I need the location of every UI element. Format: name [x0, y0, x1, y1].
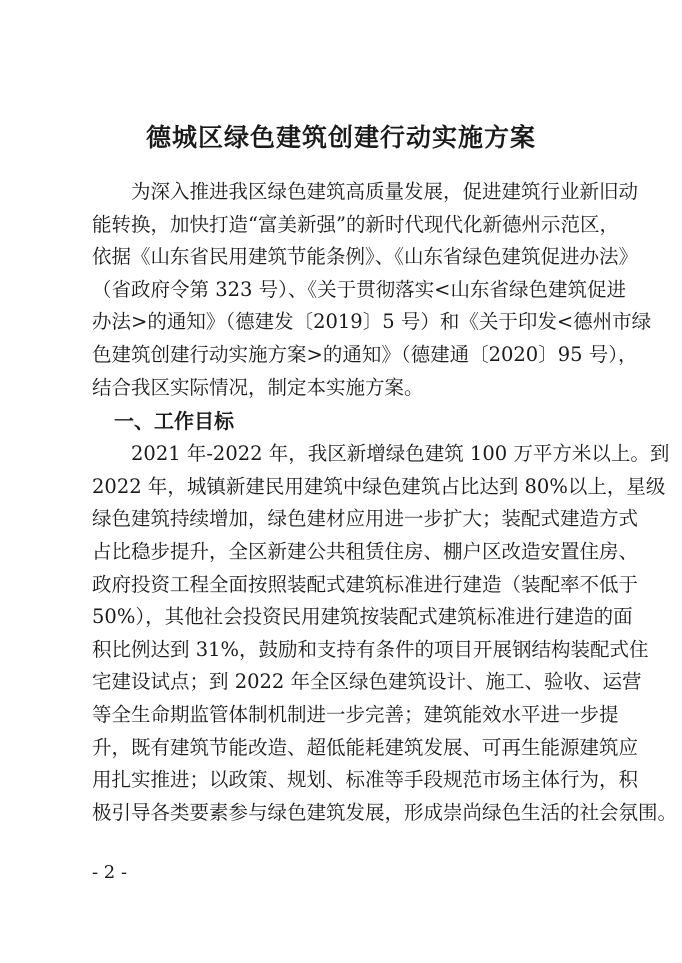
text-line: 2021 年-2022 年，我区新增绿色建筑 100 万平方米以上。到 [131, 442, 670, 466]
text-line: 50%），其他社会投资民用建筑按装配式建筑标准进行建造的面 [92, 605, 633, 629]
text-line: 宅建设试点；到 2022 年全区绿色建筑设计、施工、验收、运营 [92, 670, 642, 694]
text-line: （省政府令第 323 号）、《关于贯彻落实<山东省绿色建筑促进 [92, 277, 626, 301]
text-line: 政府投资工程全面按照装配式建筑标准进行建造（装配率不低于 [92, 572, 639, 596]
text-line: 2022 年，城镇新建民用建筑中绿色建筑占比达到 80%以上，星级 [92, 474, 666, 498]
text-line: 办法>的通知》（德建发〔2019〕5 号）和《关于印发<德州市绿 [92, 310, 652, 334]
text-line: 结合我区实际情况，制定本实施方案。 [92, 375, 424, 399]
text-line: 等全生命期监管体制机制进一步完善；建筑能效水平进一步提 [92, 702, 619, 726]
text-line: 能转换，加快打造“富美新强”的新时代现代化新德州示范区， [92, 212, 619, 236]
text-line: 用扎实推进；以政策、规划、标准等手段规范市场主体行为，积 [92, 768, 639, 792]
text-line: 积比例达到 31%，鼓励和支持有条件的项目开展钢结构装配式住 [92, 637, 649, 661]
text-line: 极引导各类要素参与绿色建筑发展，形成崇尚绿色生活的社会氛围。 [92, 800, 678, 824]
text-line: 升，既有建筑节能改造、超低能耗建筑发展、可再生能源建筑应 [92, 735, 639, 759]
document-title: 德城区绿色建筑创建行动实施方案 [145, 123, 536, 152]
text-line: 依据《山东省民用建筑节能条例》、《山东省绿色建筑促进办法》 [92, 245, 639, 269]
text-line: 色建筑创建行动实施方案>的通知》（德建通〔2020〕95 号）， [92, 342, 638, 366]
page-number: - 2 - [92, 862, 128, 883]
section-heading: 一、工作目标 [114, 409, 234, 434]
text-line: 绿色建筑持续增加，绿色建材应用进一步扩大；装配式建造方式 [92, 507, 639, 531]
text-line: 占比稳步提升，全区新建公共租赁住房、棚户区改造安置住房、 [92, 539, 639, 563]
document-body [92, 176, 678, 829]
text-line: 为深入推进我区绿色建筑高质量发展，促进建筑行业新旧动 [131, 180, 639, 203]
